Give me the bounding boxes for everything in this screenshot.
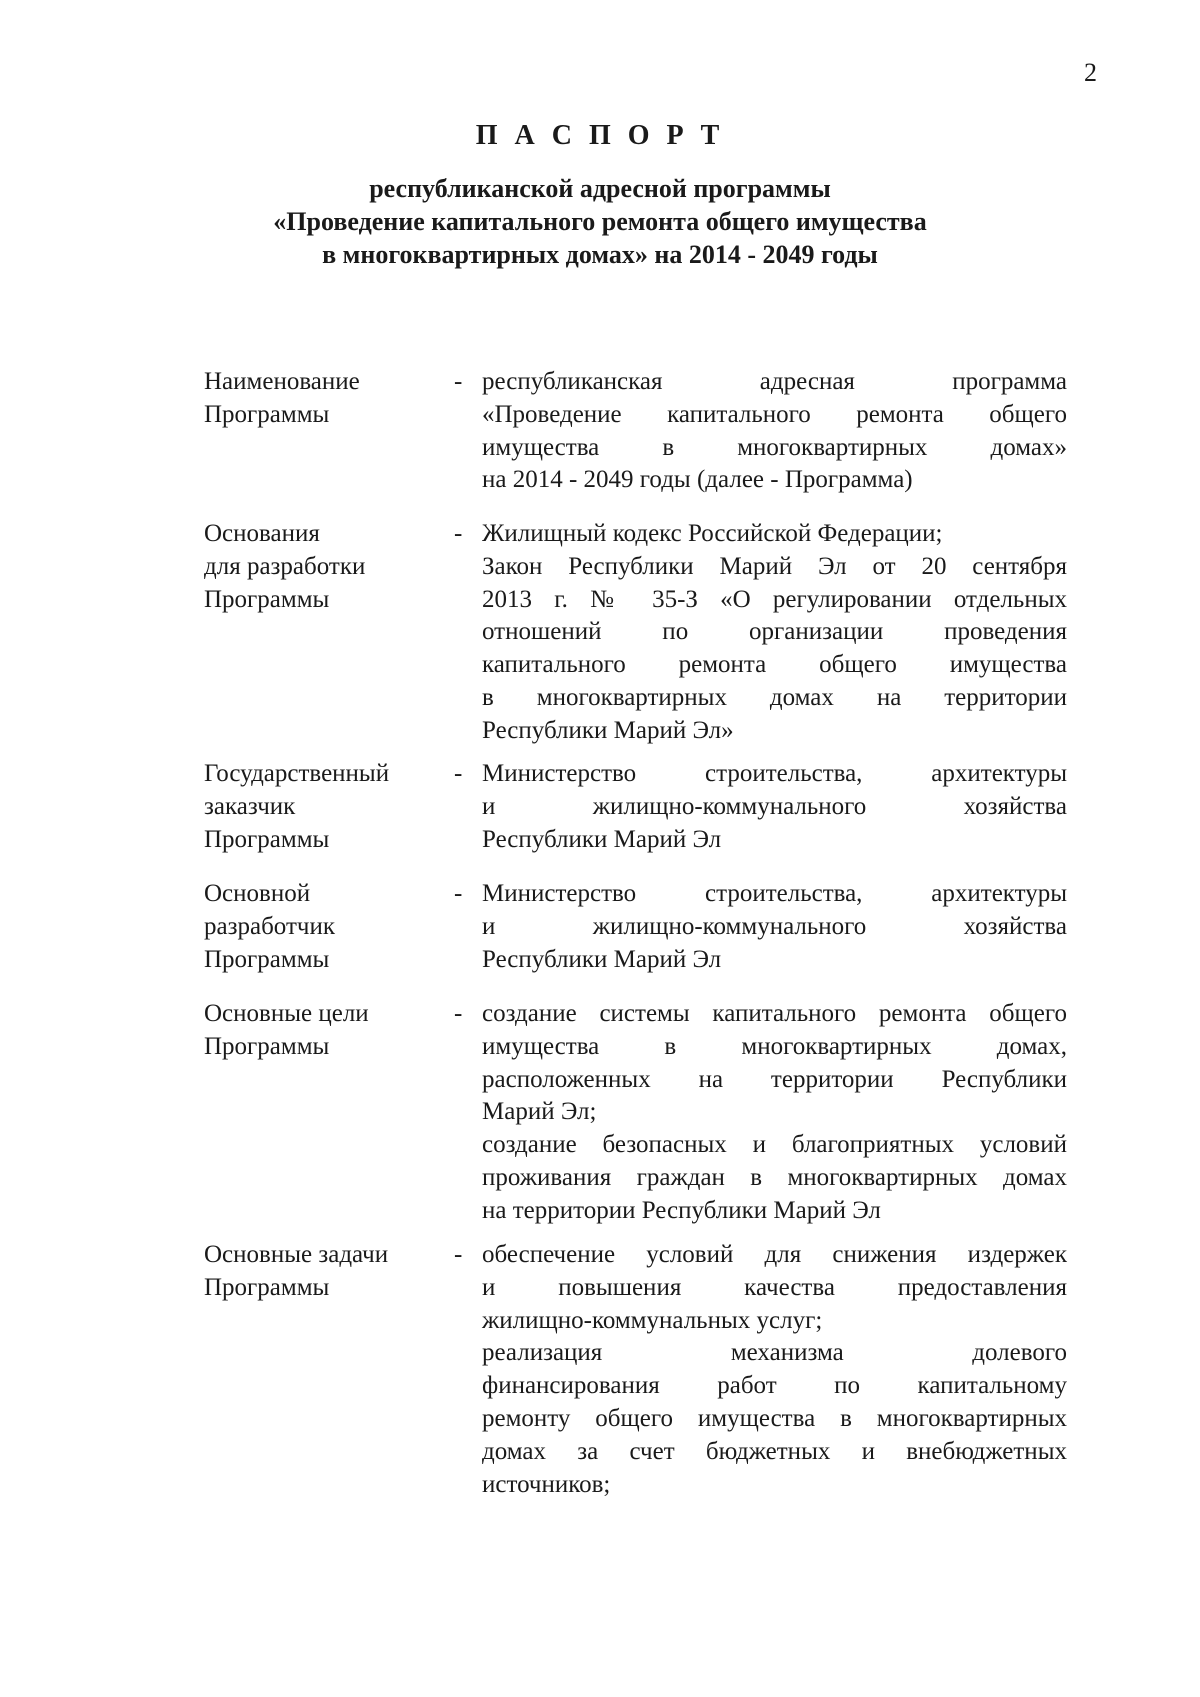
row-value-line: имущества в многоквартирных домах, <box>482 1032 1067 1060</box>
row-value-line: Закон Республики Марий Эл от 20 сентября <box>482 552 1067 580</box>
row-value-line: финансирования работ по капитальному <box>482 1372 1067 1400</box>
row-value-line: на территории Республики Марий Эл <box>482 1196 881 1224</box>
row-label-line: Программы <box>204 585 330 613</box>
row-value-line: в многоквартирных домах на территории <box>482 683 1067 711</box>
subtitle-line: в многоквартирных домах» на 2014 - 2049 годы <box>322 240 878 269</box>
page-number: 2 <box>1084 58 1097 87</box>
row-value-line: домах за счет бюджетных и внебюджетных <box>482 1437 1067 1465</box>
row-value-line: Жилищный кодекс Российской Федерации; <box>482 520 943 547</box>
passport-row <box>204 366 1067 497</box>
row-value-line: Республики Марий Эл» <box>482 716 734 744</box>
row-value <box>482 878 1067 976</box>
row-dash: - <box>454 1241 463 1268</box>
row-label-line: Основания <box>204 520 320 547</box>
row-value-line: обеспечение условий для снижения издержек <box>482 1241 1067 1268</box>
row-value-line: Министерство строительства, архитектуры <box>482 760 1067 787</box>
row-value-line: создание безопасных и благоприятных условий <box>482 1131 1067 1159</box>
row-label-line: Программы <box>204 400 330 428</box>
row-value-line: Республики Марий Эл <box>482 825 722 853</box>
row-label-line: Основные цели <box>204 1000 369 1027</box>
row-value-line: «Проведение капитального ремонта общего <box>482 400 1067 428</box>
row-value-line: Марий Эл; <box>482 1098 597 1126</box>
row-label <box>204 758 454 856</box>
row-label-line: Программы <box>204 825 330 853</box>
row-value-line: проживания граждан в многоквартирных домах <box>482 1163 1067 1191</box>
row-label-line: разработчик <box>204 912 335 940</box>
row-label-line: Основной <box>204 880 311 907</box>
row-value-line: имущества в многоквартирных домах» <box>482 433 1067 461</box>
passport-row <box>204 518 1067 748</box>
row-value <box>482 518 1067 748</box>
document-subtitle <box>0 172 1200 271</box>
row-label-line: Программы <box>204 1273 330 1301</box>
row-dash: - <box>454 368 463 395</box>
row-dash: - <box>454 880 463 907</box>
row-value-line: на 2014 - 2049 годы (далее - Программа) <box>482 466 913 494</box>
row-value-line: источников; <box>482 1470 611 1498</box>
row-label <box>204 998 454 1228</box>
passport-row <box>204 1239 1067 1501</box>
document-title: П А С П О Р Т <box>475 120 725 151</box>
row-value-line: реализация механизма долевого <box>482 1339 1067 1367</box>
row-value <box>482 998 1067 1228</box>
row-value-line: Республики Марий Эл <box>482 945 722 973</box>
row-value-line: и жилищно-коммунального хозяйства <box>482 912 1067 940</box>
row-label-line: заказчик <box>204 792 296 820</box>
row-value-line: ремонту общего имущества в многоквартирных <box>482 1404 1067 1432</box>
row-label-line: Основные задачи <box>204 1241 389 1268</box>
row-label-line: для разработки <box>204 552 366 580</box>
row-label-line: Наименование <box>204 368 360 395</box>
row-label <box>204 518 454 748</box>
passport-row <box>204 758 1067 856</box>
subtitle-line: «Проведение капитального ремонта общего имущества <box>273 207 927 236</box>
row-value <box>482 366 1067 497</box>
row-value <box>482 1239 1067 1501</box>
passport-row <box>204 878 1067 976</box>
row-value-line: и жилищно-коммунального хозяйства <box>482 792 1067 820</box>
row-value-line: жилищно-коммунальных услуг; <box>482 1306 823 1334</box>
row-label <box>204 878 454 976</box>
subtitle-line: республиканской адресной программы <box>369 174 831 203</box>
row-value-line: отношений по организации проведения <box>482 618 1067 646</box>
row-value <box>482 758 1067 856</box>
row-value-line: капитального ремонта общего имущества <box>482 651 1067 679</box>
row-value-line: республиканская адресная программа <box>482 368 1067 395</box>
row-label <box>204 1239 454 1501</box>
passport-row <box>204 998 1067 1228</box>
row-value-line: 2013 г. № 35-З «О регулировании отдельных <box>482 585 1067 613</box>
row-dash: - <box>454 520 463 547</box>
row-value-line: создание системы капитального ремонта общего <box>482 1000 1067 1027</box>
row-label-line: Программы <box>204 945 330 973</box>
row-label-line: Государственный <box>204 760 390 787</box>
row-value-line: Министерство строительства, архитектуры <box>482 880 1067 907</box>
row-dash: - <box>454 1000 463 1027</box>
row-value-line: расположенных на территории Республики <box>482 1065 1067 1093</box>
row-label-line: Программы <box>204 1032 330 1060</box>
row-dash: - <box>454 760 463 787</box>
row-value-line: и повышения качества предоставления <box>482 1273 1067 1301</box>
row-label <box>204 366 454 497</box>
